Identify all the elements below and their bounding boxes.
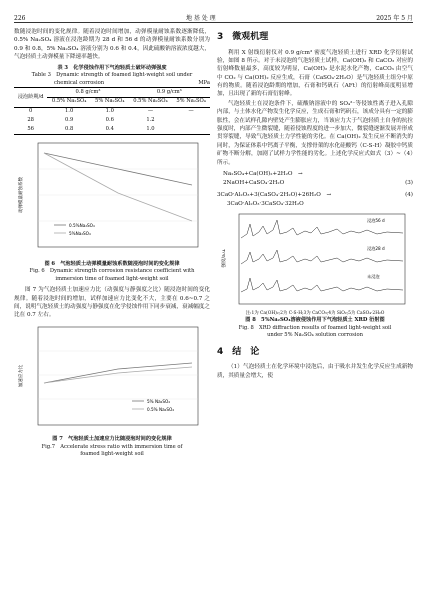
trace-label: 未浸泡	[367, 273, 380, 279]
page-header	[14, 14, 413, 23]
equation-4-line-1: 3CaO·Al₂O₃+3(CaSO₄·2H₂O)+26H₂O →	[217, 191, 332, 198]
table-3-title-en-1: Table 3 Dynamic strength of foamed light-weight soil under	[31, 72, 193, 79]
figure-6-ylabel: 动弹模量耐蚀系数	[19, 177, 24, 214]
table-3-group-2: 0.9 g/cm³	[129, 88, 210, 98]
table-3	[14, 65, 210, 136]
figure-8-caption-en-2: under 5% Na₂SO₄ solution corrosion	[267, 332, 363, 339]
table-cell: —	[188, 108, 194, 115]
equation-4-line-2: 3CaO·Al₂O₃·3CaSO₄·32H₂O	[227, 201, 304, 208]
section-3-heading: 3 微观机理	[217, 32, 269, 42]
table-3-sub-3: 0.5% Na₂SO₄	[133, 98, 168, 105]
paragraph-xrd: 利用 X 射线衍射仪对 0.9 g/cm³ 密度气泡轻质土进行 XRD 化学衍射试验，如图 8 所示。对于未浸泡的气泡轻质土试样，Ca(OH)₂ 和 CaCO₃ 对应的衍射峰数量最多，高度较为明显，Ca(OH)₂ 是水泥水化产物，CaCO₃ 由空气中 CO₂ 与 Ca(OH)₂ 反应生成，石膏（CaSO₄·2H₂O）是气泡轻质土组分中原有的物质。随着浸泡龄期的增加，石膏和钙矾石（AFt）的衍射峰高度明显增加，且出现了新的石膏衍射峰。	[217, 49, 413, 98]
table-3-title-en-2: chemical corrosion	[54, 79, 105, 86]
table-row	[14, 107, 210, 116]
page-number: 226	[14, 14, 26, 22]
legend-item: 0.5% Na₂SO₄	[147, 406, 174, 412]
figure-8-caption-cn: 图 8 5%Na₂SO₄溶液侵蚀作用下气泡轻质土 XRD 衍射图	[245, 317, 385, 324]
paragraph-mid: 图 7 为气泡轻质土加速应力比（动强度与静强度之比）随浸泡时间的变化规律。随着浸泡时间的增加，试样加速应力比变化不大，主要在 0.6~0.7 之间，说明气泡轻质土的动强度与静强度在化学侵蚀作用下同步衰减，衰减幅度之比在 0.7 左右。	[14, 287, 210, 319]
figure-8-chart	[217, 212, 413, 308]
table-3-sub-4: 5% Na₂SO₄	[176, 98, 206, 105]
figure-7-chart	[14, 323, 210, 433]
journal-name: 地 基 处 理	[185, 14, 216, 22]
table-cell: 1.0	[105, 108, 114, 115]
section-4-heading: 4 结 论	[217, 346, 260, 357]
table-cell: 0.8	[65, 125, 74, 132]
table-3-title-cn: 表 3 化学侵蚀作用下气泡轻质土破坏动弹强度	[57, 64, 167, 71]
figure-6	[14, 139, 210, 283]
figure-6-caption-en-2: immersion time of foamed light-weight soil	[55, 275, 169, 282]
paragraph-mechanism: 气泡轻质土在浸泡条件下，硫酸钠溶液中的 SO₄²⁻等侵蚀性离子进入孔隙内部，与土体水化产物发生化学反应，生成石膏和钙矾石，该成分具有一定的膨胀性，会在试样孔隙内壁处产生膨胀应力，当该应力大于气泡轻质土自身的抗拉强度时，内部产生微裂缝，随着侵蚀程度的进一步加大，微裂缝逐渐发展并形成贯穿裂缝，导致气泡轻质土力学性能的劣化。在 Ca(OH)₂ 发生反应不断消失的同时，为保证体系中钙离子平衡，支撑骨架的水化硅酸钙（C-S-H）凝胶中钙质矿物不断分解，加剧了试样力学性能的劣化。上述化学反应式如式（3）~（4）所示。	[217, 100, 413, 166]
table-cell: 28	[27, 117, 34, 124]
trace-label: 浸泡56 d	[367, 217, 385, 223]
equation-3-line-2: 2NaOH+CaSO₄·2H₂O	[223, 180, 285, 187]
figure-8-note: 注:1为 Ca(OH)₂;2为 C-S-H;3为 CaCO₃;4为 SiO₂;5为 CaSO₄·2H₂O	[245, 310, 385, 316]
table-cell	[172, 125, 210, 134]
equation-3	[217, 170, 413, 188]
table-cell: 56	[27, 125, 34, 132]
table-cell: 0.9	[65, 117, 74, 124]
table-cell: 1.0	[65, 108, 74, 115]
table-3-sub-1: 0.5% Na₂SO₄	[51, 98, 87, 105]
figure-8-caption-en-1: Fig. 8 XRD diffraction results of foamed light-weight soil	[238, 324, 392, 331]
left-column	[14, 28, 210, 459]
equation-3-line-1: Na₂SO₄+Ca(OH)₂+2H₂O →	[223, 170, 303, 177]
equation-4	[217, 191, 413, 209]
table-row	[14, 125, 210, 134]
figure-7	[14, 323, 210, 459]
figure-7-caption-en-2: foamed light-weight soil	[80, 451, 144, 458]
equation-3-number: (3)	[405, 180, 413, 187]
issue-date: 2025 年 5 月	[376, 14, 413, 22]
table-3-row-header: 浸泡龄期/d	[14, 88, 47, 108]
legend-item: 5% Na₂SO₄	[147, 398, 170, 404]
figure-6-caption-cn: 图 6 气泡轻质土动弹模量耐蚀系数随浸泡时间的变化规律	[44, 260, 180, 267]
legend-item: 5%Na₂SO₄	[69, 231, 91, 237]
paragraph-top: 数随浸泡时间的变化规律。随着浸泡时间增加，动弹模量耐蚀系数逐渐降低，0.5% Na₂SO₄ 溶液在浸泡龄期为 28 d 和 56 d 的动弹模量耐蚀系数分别为 0.9 和 0.8，5% Na₂SO₄ 溶液分别为 0.6 和 0.4，因此硫酸钠溶液浓度越大，气泡轻质土动弹模量下降速率越快。	[14, 29, 210, 61]
table-row	[14, 117, 210, 126]
table-cell	[172, 117, 210, 126]
figure-6-chart	[14, 139, 210, 257]
figure-8	[217, 212, 413, 340]
right-column	[217, 28, 413, 381]
figure-7-caption-cn: 图 7 气泡轻质土加速应力比随浸泡时间的变化规律	[52, 436, 172, 443]
table-3-unit: MPa	[198, 79, 210, 86]
legend-item: 0.5%Na₂SO₄	[69, 223, 95, 229]
table-cell: 1.2	[146, 117, 155, 124]
equation-4-number: (4)	[405, 191, 413, 198]
paragraph-conclusion: （1）气泡轻质土在化学环境中浸泡后，由于吸水并发生化学反应生成新物质，其质量会增大，使	[217, 364, 413, 379]
trace-label: 浸泡28 d	[367, 245, 385, 251]
figure-6-caption-en-1: Fig. 6 Dynamic strength corrosion resistance coefficient with	[29, 268, 195, 275]
table-cell: 1.0	[146, 125, 155, 132]
table-cell: —	[147, 108, 154, 115]
table-cell: 0.6	[105, 117, 114, 124]
figure-7-caption-en-1: Fig.7 Accelerate stress ratio with immersion time of	[41, 443, 183, 450]
table-3-group-1: 0.8 g/cm³	[47, 88, 128, 98]
table-cell: 0	[29, 108, 33, 115]
table-3-sub-2: 5% Na₂SO₄	[95, 98, 125, 105]
table-cell: 0.4	[105, 125, 114, 132]
figure-8-ylabel: 强度/a.u.	[222, 248, 227, 268]
figure-7-ylabel: 加速应力比	[19, 364, 24, 387]
table-3-grid	[14, 87, 210, 135]
